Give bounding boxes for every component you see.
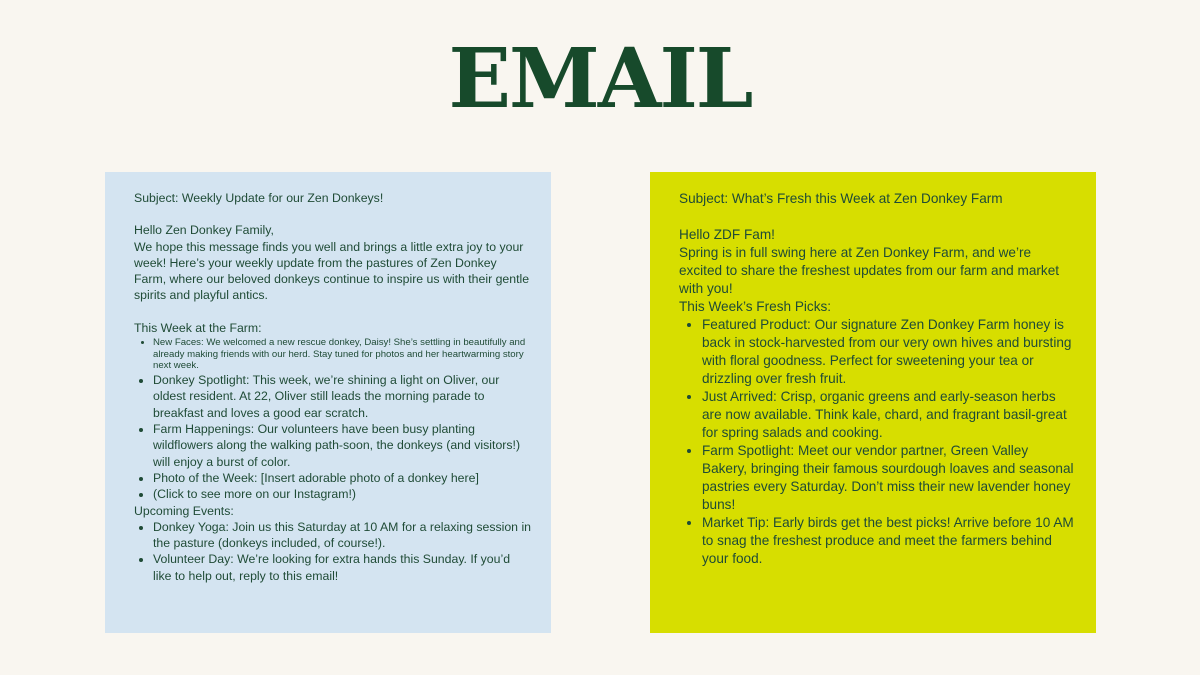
email-subject: Subject: What’s Fresh this Week at Zen Donkey Farm bbox=[679, 191, 1003, 206]
section-heading-events: Upcoming Events: bbox=[134, 503, 234, 518]
list-item-new-faces: • New Faces: We welcomed a new rescue donkey, Daisy! She’s settling in beautifully and already making friends with our herd. Stay tuned for photos and her heartwarming story next week. bbox=[153, 336, 531, 372]
new-faces-list bbox=[134, 336, 531, 372]
list-item-farm-spotlight: • Farm Spotlight: Meet our vendor partner, Green Valley Bakery, bringing their famous sourdough loaves and seasonal pastries every Saturday. Don’t miss their new lavender honey buns! bbox=[702, 442, 1076, 514]
section-heading-farm: This Week at the Farm: bbox=[134, 320, 262, 335]
farm-updates-list bbox=[134, 372, 531, 502]
section-heading-fresh-picks: This Week’s Fresh Picks: bbox=[679, 299, 832, 314]
email-card-fresh-picks bbox=[650, 172, 1096, 633]
list-item-featured-product: • Featured Product: Our signature Zen Donkey Farm honey is back in stock-harvested from our very own hives and bursting with floral goodness. Perfect for sweetening your tea or drizzling over fresh fruit. bbox=[702, 316, 1076, 388]
email-card-weekly-update bbox=[105, 172, 551, 633]
list-item-volunteer-day: • Volunteer Day: We’re looking for extra hands this Sunday. If you’d like to help out, reply to this email! bbox=[153, 551, 531, 584]
list-item-just-arrived: • Just Arrived: Crisp, organic greens and early-season herbs are now available. Think kale, chard, and fragrant basil-great for spring salads and cooking. bbox=[702, 388, 1076, 442]
fresh-picks-list bbox=[679, 316, 1076, 568]
list-item-photo-of-week: • Photo of the Week: [Insert adorable photo of a donkey here] bbox=[153, 470, 531, 486]
list-item-instagram-link[interactable]: • (Click to see more on our Instagram!) bbox=[153, 486, 531, 502]
events-list bbox=[134, 519, 531, 584]
spacer bbox=[134, 206, 531, 222]
email-intro: We hope this message finds you well and brings a little extra joy to your week! Here’s your weekly update from the pastures of Zen Donkey Farm, where our beloved donkeys continue to inspire us with their gentle spirits and playful antics. bbox=[134, 239, 530, 303]
email-greeting: Hello ZDF Fam! bbox=[679, 227, 775, 242]
email-subject: Subject: Weekly Update for our Zen Donkeys! bbox=[134, 191, 384, 205]
list-item-donkey-yoga: • Donkey Yoga: Join us this Saturday at 10 AM for a relaxing session in the pasture (donkeys included, of course!). bbox=[153, 519, 531, 552]
spacer bbox=[679, 208, 1076, 226]
list-item-market-tip: • Market Tip: Early birds get the best picks! Arrive before 10 AM to snag the freshest produce and meet the farmers behind your food. bbox=[702, 514, 1076, 568]
spacer bbox=[134, 304, 531, 320]
email-intro: Spring is in full swing here at Zen Donkey Farm, and we’re excited to share the freshest updates from our farm and market with you! bbox=[679, 245, 1060, 296]
list-item-farm-happenings: • Farm Happenings: Our volunteers have been busy planting wildflowers along the walking path-soon, the donkeys (and visitors!) will enjoy a burst of color. bbox=[153, 421, 531, 470]
email-greeting: Hello Zen Donkey Family, bbox=[134, 223, 274, 238]
list-item-donkey-spotlight: • Donkey Spotlight: This week, we’re shining a light on Oliver, our oldest resident. At 22, Oliver still leads the morning parade to breakfast and loves a good ear scratch. bbox=[153, 372, 531, 421]
page-title: EMAIL bbox=[448, 31, 752, 127]
